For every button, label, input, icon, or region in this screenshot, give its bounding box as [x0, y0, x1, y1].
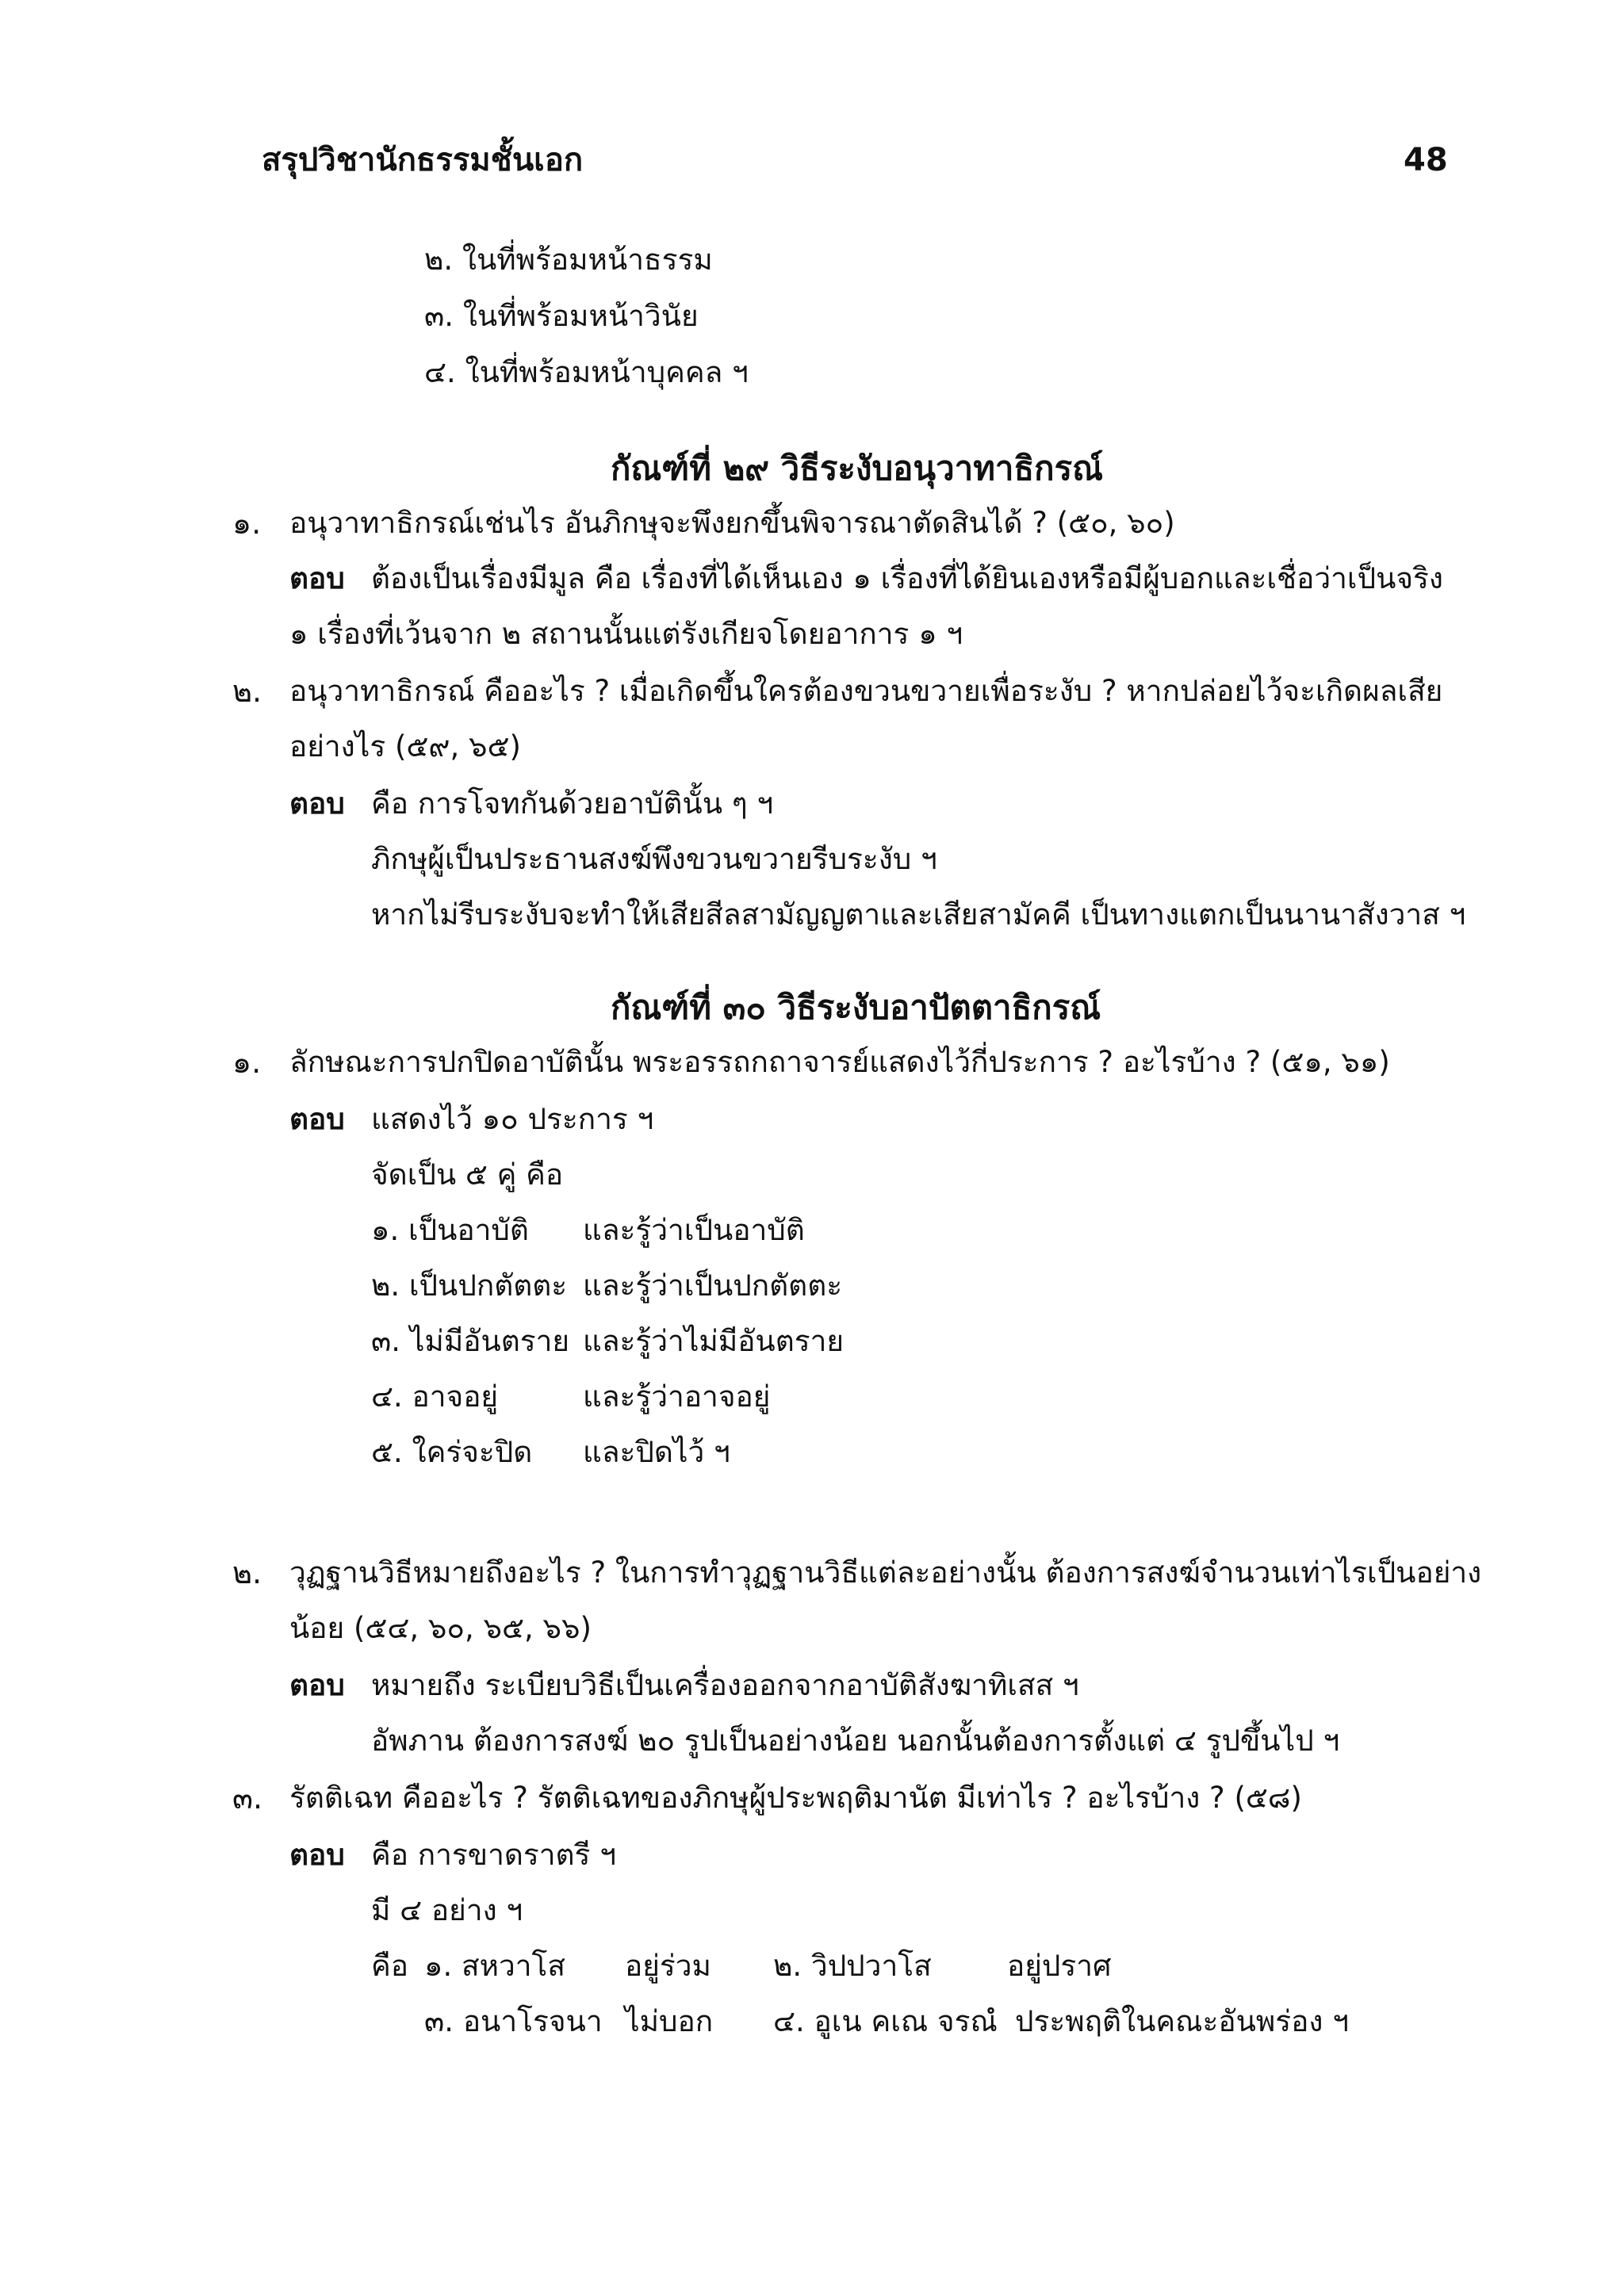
list-term: ๑. สหวาโส — [424, 1949, 565, 1983]
pair-left: ๔. อาจอยู่ — [371, 1380, 499, 1414]
list-intro: คือ — [371, 1949, 408, 1983]
pair-left: ๓. ไม่มีอันตราย — [371, 1324, 570, 1358]
pair-right: และรู้ว่าเป็นอาบัติ — [583, 1213, 805, 1247]
answer-text: หากไม่รีบระงับจะทำให้เสียสีลสามัญญตาและเสียสามัคคี เป็นทางแตกเป็นนานาสังวาส ฯ — [371, 897, 1466, 932]
question-number: ๒. — [232, 1556, 262, 1590]
pair-left: ๑. เป็นอาบัติ — [371, 1213, 529, 1247]
question-text: อนุวาทาธิกรณ์เช่นไร อันภิกษุจะพึงยกขึ้นพิจารณาตัดสินได้ ? (๕๐, ๖๐) — [289, 506, 1175, 540]
answer-text: คือ การขาดราตรี ฯ — [371, 1838, 616, 1872]
question-text: อนุวาทาธิกรณ์ คืออะไร ? เมื่อเกิดขึ้นใครต้องขวนขวายเพื่อระงับ ? หากปล่อยไว้จะเกิดผลเสีย — [289, 674, 1443, 708]
list-term: ๔. อูเน คเณ จรณํ — [773, 2004, 998, 2038]
answer-text: แสดงไว้ ๑๐ ประการ ฯ — [371, 1102, 654, 1136]
answer-text: อัพภาน ต้องการสงฆ์ ๒๐ รูปเป็นอย่างน้อย นอกนั้นต้องการตั้งแต่ ๔ รูปขึ้นไป ฯ — [371, 1724, 1340, 1758]
answer-text: ต้องเป็นเรื่องมีมูล คือ เรื่องที่ได้เห็นเอง ๑ เรื่องที่ได้ยินเองหรือมีผู้บอกและเชื่อว่าเป็นจริง — [371, 561, 1443, 595]
question-number: ๑. — [232, 506, 262, 541]
pair-right: และรู้ว่าเป็นปกตัตตะ — [583, 1269, 843, 1303]
list-meaning: อยู่ร่วม — [625, 1949, 711, 1983]
pair-left: ๒. เป็นปกตัตตะ — [371, 1269, 568, 1303]
page-number: 48 — [1404, 142, 1448, 178]
list-meaning: อยู่ปราศ — [1007, 1949, 1112, 1983]
answer-text: ๑ เรื่องที่เว้นจาก ๒ สถานนั้นแต่รังเกียจโดยอาการ ๑ ฯ — [289, 617, 963, 651]
list-term: ๓. อนาโรจนา — [424, 2004, 603, 2038]
answer-label: ตอบ — [289, 1102, 345, 1136]
list-item: ๔. ในที่พร้อมหน้าบุคคล ฯ — [424, 355, 749, 389]
answer-text: คือ การโจทกันด้วยอาบัตินั้น ๆ ฯ — [371, 786, 774, 821]
question-text: อย่างไร (๕๙, ๖๕) — [289, 729, 521, 763]
answer-text: มี ๔ อย่าง ฯ — [371, 1893, 523, 1927]
list-term: ๒. วิปปวาโส — [773, 1949, 932, 1983]
section-30-title: กัณฑ์ที่ ๓๐ วิธีระงับอาปัตตาธิกรณ์ — [611, 988, 1101, 1027]
answer-text: หมายถึง ระเบียบวิธีเป็นเครื่องออกจากอาบัติสังฆาทิเสส ฯ — [371, 1668, 1079, 1702]
list-meaning: ประพฤติในคณะอันพร่อง ฯ — [1015, 2004, 1349, 2038]
question-number: ๓. — [232, 1781, 263, 1816]
answer-label: ตอบ — [289, 1838, 345, 1872]
answer-label: ตอบ — [289, 561, 345, 595]
question-text: รัตติเฉท คืออะไร ? รัตติเฉทของภิกษุผู้ประพฤติมานัต มีเท่าไร ? อะไรบ้าง ? (๕๘) — [289, 1781, 1302, 1815]
question-text: วุฏฐานวิธีหมายถึงอะไร ? ในการทำวุฏฐานวิธีแต่ละอย่างนั้น ต้องการสงฆ์จำนวนเท่าไรเป็นอย่าง — [289, 1556, 1482, 1590]
answer-label: ตอบ — [289, 786, 345, 821]
question-text: ลักษณะการปกปิดอาบัตินั้น พระอรรถกถาจารย์แสดงไว้กี่ประการ ? อะไรบ้าง ? (๕๑, ๖๑) — [289, 1045, 1390, 1079]
list-item: ๓. ในที่พร้อมหน้าวินัย — [424, 299, 699, 333]
answer-text: จัดเป็น ๕ คู่ คือ — [371, 1158, 564, 1192]
pair-right: และรู้ว่าไม่มีอันตราย — [583, 1324, 845, 1358]
section-29-title: กัณฑ์ที่ ๒๙ วิธีระงับอนุวาทาธิกรณ์ — [611, 449, 1104, 488]
answer-label: ตอบ — [289, 1668, 345, 1702]
pair-right: และรู้ว่าอาจอยู่ — [583, 1380, 771, 1414]
list-meaning: ไม่บอก — [625, 2004, 714, 2038]
question-text: น้อย (๕๔, ๖๐, ๖๕, ๖๖) — [289, 1611, 592, 1645]
list-item: ๒. ในที่พร้อมหน้าธรรม — [424, 243, 713, 277]
pair-right: และปิดไว้ ฯ — [583, 1435, 730, 1469]
answer-text: ภิกษุผู้เป็นประธานสงฆ์พึงขวนขวายรีบระงับ ฯ — [371, 842, 937, 876]
question-number: ๑. — [232, 1045, 262, 1080]
pair-left: ๕. ใคร่จะปิด — [371, 1435, 533, 1469]
running-header-title: สรุปวิชานักธรรมชั้นเอก — [262, 142, 584, 178]
question-number: ๒. — [232, 674, 262, 709]
